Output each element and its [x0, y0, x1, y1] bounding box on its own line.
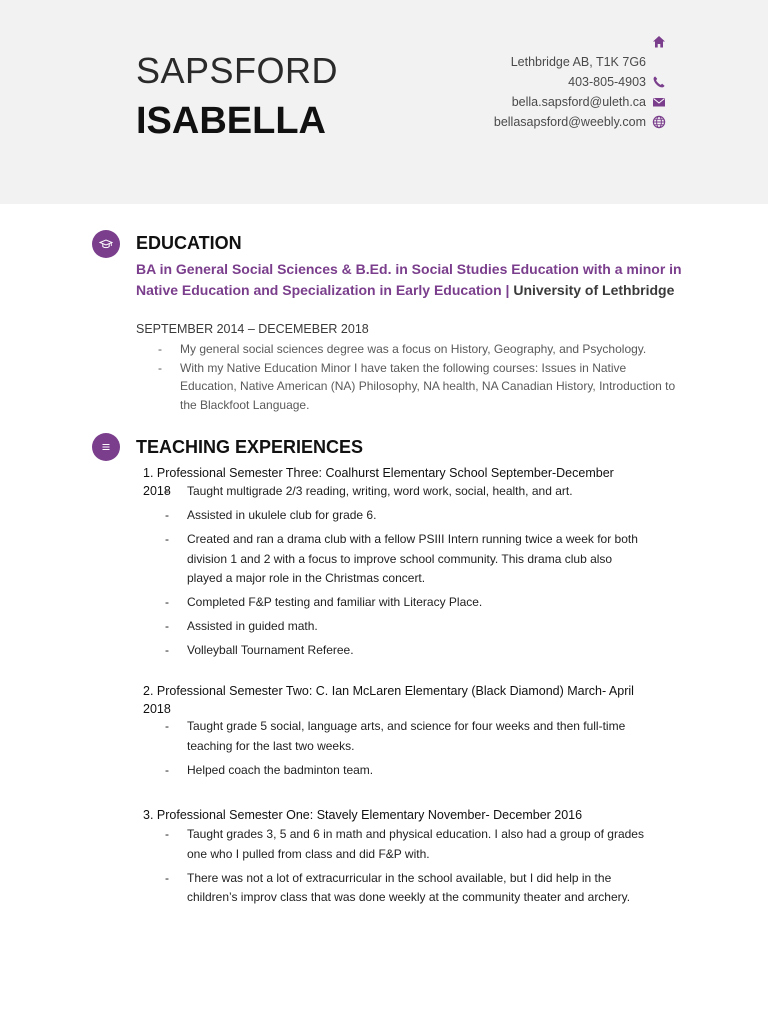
- list-item: - Helped coach the badminton team.: [165, 761, 645, 781]
- address-row: [494, 52, 666, 72]
- home-row: [494, 32, 666, 52]
- list-item: - Assisted in guided math.: [165, 617, 645, 637]
- experience-title: TEACHING EXPERIENCES: [136, 437, 364, 457]
- list-item: - There was not a lot of extracurricular in the school available, but I did help in the children’s improv class that was done weekly at the community theater and archery.: [165, 869, 645, 908]
- website-row[interactable]: [494, 112, 666, 132]
- last-name: SAPSFORD: [136, 50, 339, 91]
- list-item: - Taught grade 5 social, language arts, and science for four weeks and then full-time teaching for the last two weeks.: [165, 717, 645, 756]
- list-item: - With my Native Education Minor I have taken the following courses: Issues in Native Education, Native American (NA) Philosophy, NA health, NA Canadian History, Introduction to the Blackfoot Language.: [158, 359, 678, 415]
- education-bullets: [158, 340, 678, 414]
- job-3-bullets: [165, 825, 645, 912]
- job-2-bullets: [165, 717, 645, 785]
- address-text: Lethbridge AB, T1K 7G6: [510, 55, 646, 69]
- phone-row: [494, 72, 666, 92]
- list-item: - Completed F&P testing and familiar with Literacy Place.: [165, 593, 645, 613]
- job-heading-2: 2. Professional Semester Two: C. Ian McLaren Elementary (Black Diamond) March- April 2018: [143, 684, 634, 716]
- list-item: - Taught multigrade 2/3 reading, writing, word work, social, health, and art.: [165, 482, 645, 502]
- degree-line: [136, 259, 696, 300]
- resume-header: [0, 0, 768, 204]
- website-text[interactable]: bellasapsford@weebly.com: [493, 115, 646, 129]
- university-name: University of Lethbridge: [513, 281, 675, 298]
- first-name: ISABELLA: [136, 100, 326, 142]
- list-icon: [92, 433, 120, 461]
- phone-text: 403-805-4903: [568, 75, 646, 89]
- job-heading-1: 1. Professional Semester Three: Coalhurst Elementary School September-December 2018: [143, 466, 614, 498]
- email-icon: [652, 95, 666, 109]
- list-item: - Created and ran a drama club with a fellow PSIII Intern running twice a week for both division 1 and 2 with a focus to improve school community. This drama club also played a major role in the Christmas concert.: [165, 530, 645, 589]
- phone-icon: [652, 75, 666, 89]
- job-heading-3: 3. Professional Semester One: Stavely Elementary November- December 2016: [143, 808, 583, 822]
- list-item: - Taught grades 3, 5 and 6 in math and physical education. I also had a group of grades one who I pulled from class and did F&P with.: [165, 825, 645, 864]
- list-item: - Volleyball Tournament Referee.: [165, 641, 645, 661]
- home-icon: [652, 35, 666, 49]
- globe-icon: [652, 115, 666, 129]
- list-item: - Assisted in ukulele club for grade 6.: [165, 506, 645, 526]
- list-item: - My general social sciences degree was a focus on History, Geography, and Psychology.: [158, 340, 678, 359]
- degree-text: BA in General Social Sciences & B.Ed. in Social Studies Education with a minor in Native Education and Specialization in Early Education |: [136, 261, 682, 298]
- email-row[interactable]: [494, 92, 666, 112]
- job-1-bullets: [165, 482, 645, 665]
- education-title: EDUCATION: [136, 233, 242, 253]
- graduation-cap-icon: [92, 230, 120, 258]
- contact-block: [494, 32, 666, 132]
- email-text[interactable]: bella.sapsford@uleth.ca: [511, 95, 646, 109]
- education-dates: SEPTEMBER 2014 – DECEMEBER 2018: [136, 322, 369, 336]
